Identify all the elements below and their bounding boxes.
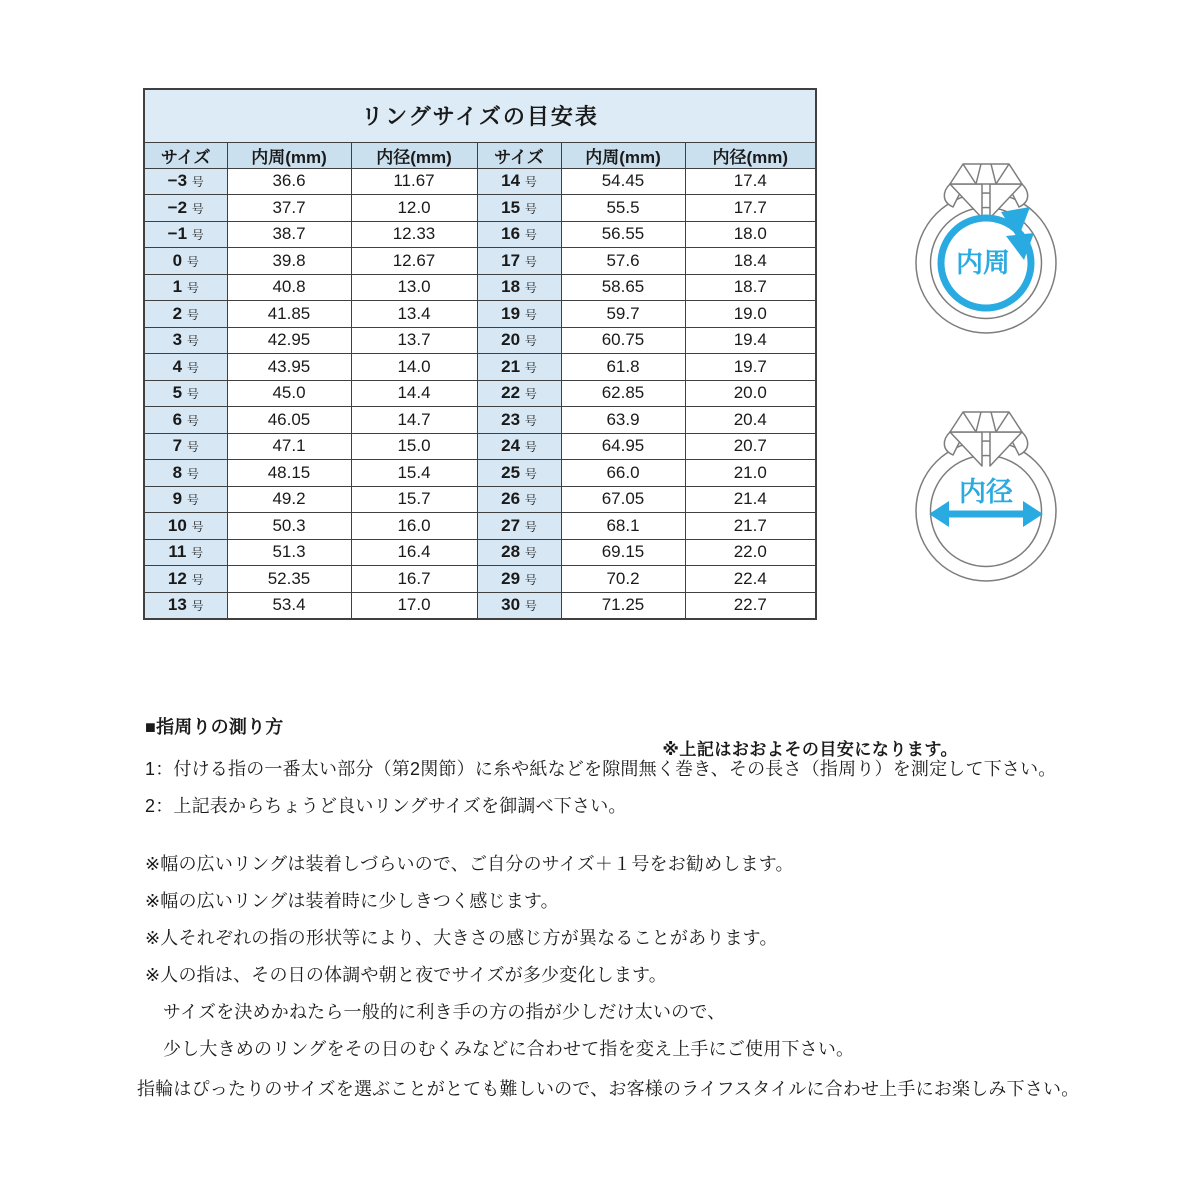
size-cell: 3 号: [144, 327, 227, 354]
size-cell: −2 号: [144, 195, 227, 222]
circumference-cell: 40.8: [227, 274, 351, 301]
circumference-cell: 53.4: [227, 592, 351, 619]
inner-diameter-label: 内径: [959, 477, 1013, 507]
size-cell: 26 号: [477, 486, 561, 513]
col-header-diameter-left: 内径(mm): [351, 142, 477, 168]
diameter-cell: 14.4: [351, 380, 477, 407]
diameter-cell: 18.7: [685, 274, 816, 301]
size-cell: 0 号: [144, 248, 227, 275]
size-cell: 21 号: [477, 354, 561, 381]
circumference-cell: 39.8: [227, 248, 351, 275]
note-line-3: ※人それぞれの指の形状等により、大きさの感じ方が異なることがあります。: [145, 928, 778, 948]
diameter-cell: 12.33: [351, 221, 477, 248]
size-cell: 24 号: [477, 433, 561, 460]
measuring-instructions: [137, 716, 1155, 1100]
circumference-cell: 60.75: [561, 327, 685, 354]
size-cell: 6 号: [144, 407, 227, 434]
diameter-cell: 16.7: [351, 566, 477, 593]
table-row: [144, 168, 816, 195]
size-cell: 22 号: [477, 380, 561, 407]
table-row: [144, 513, 816, 540]
size-cell: 8 号: [144, 460, 227, 487]
note-line-2: ※幅の広いリングは装着時に少しきつく感じます。: [145, 891, 559, 911]
size-cell: 14 号: [477, 168, 561, 195]
diameter-cell: 18.0: [685, 221, 816, 248]
circumference-cell: 68.1: [561, 513, 685, 540]
circumference-cell: 58.65: [561, 274, 685, 301]
diameter-cell: 15.0: [351, 433, 477, 460]
inner-circumference-label: 内周: [956, 248, 1010, 278]
size-cell: 25 号: [477, 460, 561, 487]
table-header-row: [144, 142, 816, 168]
circumference-cell: 61.8: [561, 354, 685, 381]
ring-inner-circumference-illustration: [903, 150, 1069, 336]
size-cell: 1 号: [144, 274, 227, 301]
size-cell: 20 号: [477, 327, 561, 354]
diameter-cell: 17.0: [351, 592, 477, 619]
size-cell: 10 号: [144, 513, 227, 540]
size-cell: 12 号: [144, 566, 227, 593]
table-row: [144, 486, 816, 513]
circumference-cell: 64.95: [561, 433, 685, 460]
size-cell: 17 号: [477, 248, 561, 275]
circumference-cell: 62.85: [561, 380, 685, 407]
circumference-cell: 38.7: [227, 221, 351, 248]
table-row: [144, 592, 816, 619]
circumference-cell: 52.35: [227, 566, 351, 593]
diameter-cell: 14.0: [351, 354, 477, 381]
size-cell: 16 号: [477, 221, 561, 248]
diameter-cell: 18.4: [685, 248, 816, 275]
circumference-cell: 37.7: [227, 195, 351, 222]
diameter-cell: 13.4: [351, 301, 477, 328]
diameter-cell: 13.7: [351, 327, 477, 354]
circumference-cell: 55.5: [561, 195, 685, 222]
diameter-cell: 16.0: [351, 513, 477, 540]
size-cell: 4 号: [144, 354, 227, 381]
size-cell: 23 号: [477, 407, 561, 434]
diameter-cell: 16.4: [351, 539, 477, 566]
measuring-heading: ■指周りの測り方: [145, 717, 284, 737]
size-cell: 7 号: [144, 433, 227, 460]
diameter-cell: 21.7: [685, 513, 816, 540]
table-title-row: [144, 89, 816, 142]
size-cell: 15 号: [477, 195, 561, 222]
table-row: [144, 566, 816, 593]
circumference-cell: 70.2: [561, 566, 685, 593]
measuring-step-2: 2：上記表からちょうど良いリングサイズを御調べ下さい。: [145, 796, 627, 816]
circumference-cell: 47.1: [227, 433, 351, 460]
diameter-cell: 20.7: [685, 433, 816, 460]
closing-remark: 指輪はぴったりのサイズを選ぶことがとても難しいので、お客様のライフスタイルに合わせ上手にお楽しみ下さい。: [137, 1079, 1080, 1099]
size-cell: 5 号: [144, 380, 227, 407]
size-cell: 18 号: [477, 274, 561, 301]
col-header-diameter-right: 内径(mm): [685, 142, 816, 168]
diameter-cell: 20.4: [685, 407, 816, 434]
size-cell: 30 号: [477, 592, 561, 619]
diameter-cell: 19.0: [685, 301, 816, 328]
circumference-cell: 71.25: [561, 592, 685, 619]
size-cell: 19 号: [477, 301, 561, 328]
note-continuation-2: 少し大きめのリングをその日のむくみなどに合わせて指を変え上手にご使用下さい。: [163, 1039, 855, 1059]
diameter-cell: 15.4: [351, 460, 477, 487]
circumference-cell: 42.95: [227, 327, 351, 354]
diameter-cell: 22.0: [685, 539, 816, 566]
circumference-cell: 41.85: [227, 301, 351, 328]
circumference-cell: 51.3: [227, 539, 351, 566]
table-row: [144, 274, 816, 301]
table-title: リングサイズの目安表: [144, 89, 816, 142]
circumference-cell: 56.55: [561, 221, 685, 248]
circumference-cell: 46.05: [227, 407, 351, 434]
table-row: [144, 195, 816, 222]
table-row: [144, 380, 816, 407]
measuring-step-1: 1：付ける指の一番太い部分（第2関節）に糸や紙などを隙間無く巻き、その長さ（指周り）を測定して下さい。: [145, 759, 1057, 779]
circumference-cell: 67.05: [561, 486, 685, 513]
circumference-cell: 49.2: [227, 486, 351, 513]
diameter-cell: 19.7: [685, 354, 816, 381]
diameter-cell: 21.0: [685, 460, 816, 487]
col-header-circumference-left: 内周(mm): [227, 142, 351, 168]
size-cell: 2 号: [144, 301, 227, 328]
size-cell: −3 号: [144, 168, 227, 195]
circumference-cell: 59.7: [561, 301, 685, 328]
ring-size-table-body: [144, 168, 816, 619]
size-cell: 29 号: [477, 566, 561, 593]
note-continuation-1: サイズを決めかねたら一般的に利き手の方の指が少しだけ太いので、: [163, 1002, 726, 1022]
circumference-cell: 48.15: [227, 460, 351, 487]
circumference-cell: 69.15: [561, 539, 685, 566]
col-header-circumference-right: 内周(mm): [561, 142, 685, 168]
table-row: [144, 433, 816, 460]
table-row: [144, 539, 816, 566]
col-header-size-right: サイズ: [477, 142, 561, 168]
size-cell: 28 号: [477, 539, 561, 566]
table-footnote: ※上記はおおよその目安になります。: [662, 740, 958, 759]
table-row: [144, 221, 816, 248]
diameter-cell: 11.67: [351, 168, 477, 195]
note-line-4: ※人の指は、その日の体調や朝と夜でサイズが多少変化します。: [145, 965, 667, 985]
diameter-cell: 12.0: [351, 195, 477, 222]
ring-size-table: [143, 88, 817, 620]
size-cell: −1 号: [144, 221, 227, 248]
note-line-1: ※幅の広いリングは装着しづらいので、ご自分のサイズ＋１号をお勧めします。: [145, 854, 794, 874]
diameter-cell: 19.4: [685, 327, 816, 354]
table-row: [144, 460, 816, 487]
circumference-cell: 63.9: [561, 407, 685, 434]
circumference-cell: 66.0: [561, 460, 685, 487]
circumference-cell: 54.45: [561, 168, 685, 195]
diameter-cell: 22.7: [685, 592, 816, 619]
ring-inner-diameter-illustration: [903, 398, 1069, 584]
circumference-cell: 50.3: [227, 513, 351, 540]
table-row: [144, 354, 816, 381]
diameter-cell: 12.67: [351, 248, 477, 275]
circumference-cell: 43.95: [227, 354, 351, 381]
size-cell: 27 号: [477, 513, 561, 540]
circumference-cell: 57.6: [561, 248, 685, 275]
size-cell: 13 号: [144, 592, 227, 619]
circumference-cell: 36.6: [227, 168, 351, 195]
size-cell: 11 号: [144, 539, 227, 566]
diameter-cell: 17.4: [685, 168, 816, 195]
size-cell: 9 号: [144, 486, 227, 513]
diameter-cell: 21.4: [685, 486, 816, 513]
diameter-cell: 13.0: [351, 274, 477, 301]
table-row: [144, 301, 816, 328]
diameter-cell: 20.0: [685, 380, 816, 407]
table-row: [144, 327, 816, 354]
diameter-cell: 17.7: [685, 195, 816, 222]
table-row: [144, 248, 816, 275]
circumference-cell: 45.0: [227, 380, 351, 407]
diameter-cell: 22.4: [685, 566, 816, 593]
col-header-size-left: サイズ: [144, 142, 227, 168]
diameter-cell: 14.7: [351, 407, 477, 434]
table-row: [144, 407, 816, 434]
diameter-cell: 15.7: [351, 486, 477, 513]
